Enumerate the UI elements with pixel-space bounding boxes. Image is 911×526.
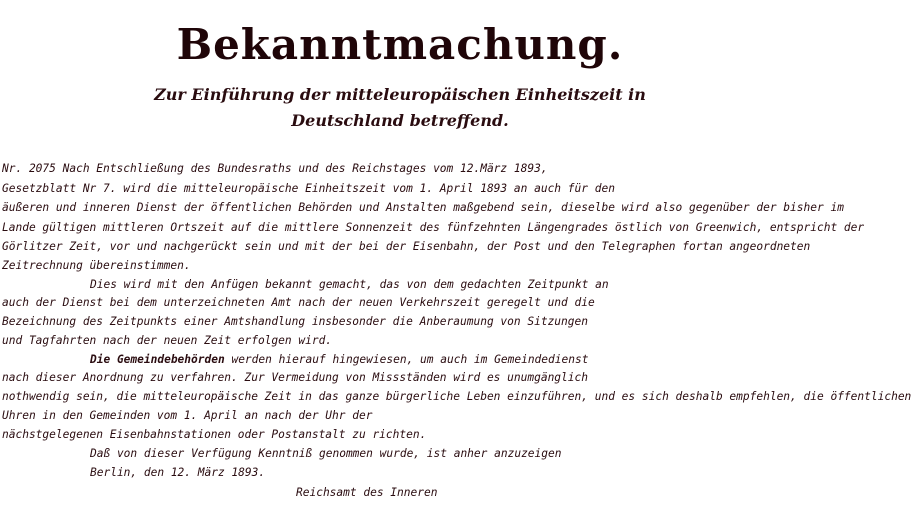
body-line: äußeren und inneren Dienst der öffentlichen Behörden und Anstalten maßgebend sein, dieselbe wird also gegenüber der bisher im	[2, 201, 844, 214]
notice-title: Bekanntmachung.	[176, 20, 624, 69]
body-line: Daß von dieser Verfügung Kenntniß genommen wurde, ist anher anzuzeigen	[90, 447, 562, 460]
body-line: Görlitzer Zeit, vor und nachgerückt sein und mit der bei der Eisenbahn, der Post und den Telegraphen fortan angeordneten	[2, 240, 811, 253]
body-line: Dies wird mit den Anfügen bekannt gemacht, das von dem gedachten Zeitpunkt an	[90, 278, 609, 291]
body-line: Bezeichnung des Zeitpunkts einer Amtshandlung insbesonder die Anberaumung von Sitzungen	[2, 315, 588, 328]
notice-subtitle-line-1: Zur Einführung der mitteleuropäischen Einheitszeit in	[154, 85, 646, 104]
addressee-label: Die Gemeindebehörden	[90, 353, 225, 366]
notice-subtitle-line-2: Deutschland betreffend.	[291, 111, 509, 130]
body-line: Lande gültigen mittleren Ortszeit auf die mittlere Sonnenzeit des fünfzehnten Längengrades östlich von Greenwich, entspricht der	[2, 221, 865, 234]
body-line: Uhren in den Gemeinden vom 1. April an nach der Uhr der	[2, 409, 373, 422]
body-line: Gesetzblatt Nr 7. wird die mitteleuropäische Einheitszeit vom 1. April 1893 an auch für den	[2, 182, 615, 195]
body-line	[90, 353, 790, 366]
body-line-text: werden hierauf hingewiesen, um auch im Gemeindedienst	[224, 353, 589, 366]
body-line: Zeitrechnung übereinstimmen.	[2, 259, 191, 272]
body-line: nächstgelegenen Eisenbahnstationen oder Postanstalt zu richten.	[2, 428, 427, 441]
date-line: Berlin, den 12. März 1893.	[90, 466, 266, 479]
body-line: Nr. 2075 Nach Entschließung des Bundesraths und des Reichstages vom 12.März 1893,	[2, 162, 548, 175]
body-line: auch der Dienst bei dem unterzeichneten Amt nach der neuen Verkehrszeit geregelt und die	[2, 296, 595, 309]
body-line: und Tagfahrten nach der neuen Zeit erfolgen wird.	[2, 334, 333, 347]
signature-authority: Reichsamt des Inneren	[296, 486, 438, 499]
body-line: nothwendig sein, die mitteleuropäische Zeit in das ganze bürgerliche Leben einzuführen, und es sich deshalb empfehlen, die öffentlichen	[2, 390, 911, 403]
body-line: nach dieser Anordnung zu verfahren. Zur Vermeidung von Missständen wird es unumgänglich	[2, 371, 588, 384]
